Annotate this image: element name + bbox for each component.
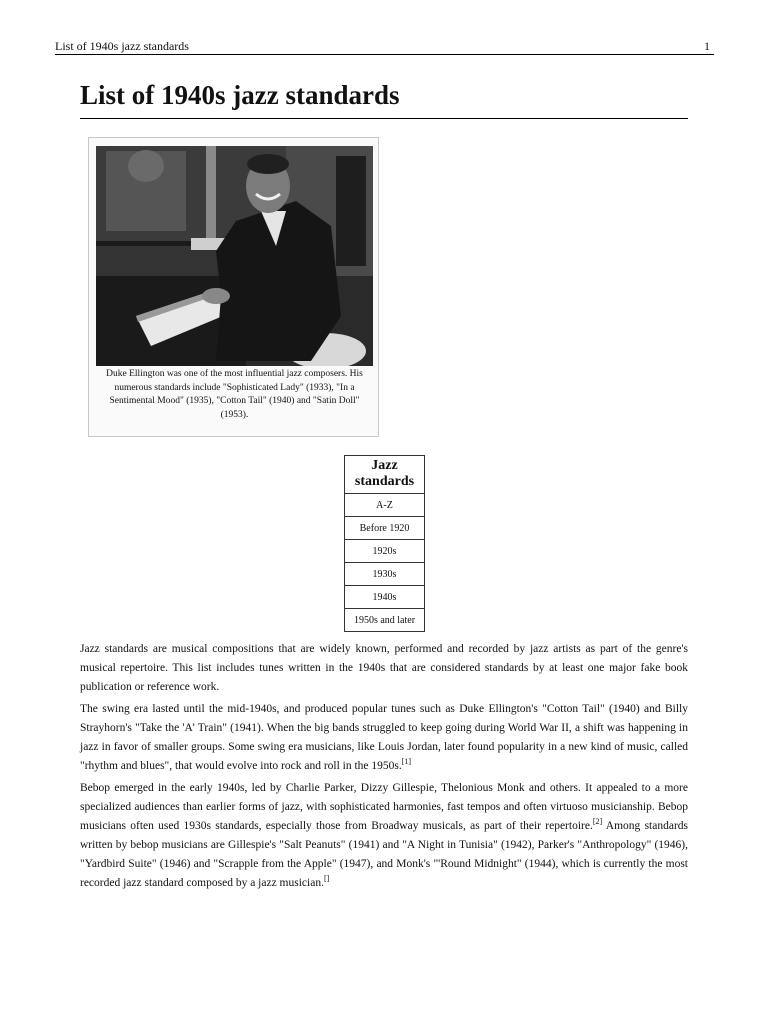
navbox-link-1920s[interactable]: 1920s	[345, 540, 425, 563]
citation-2[interactable]: [2]	[592, 817, 603, 827]
navbox-link-1930s[interactable]: 1930s	[345, 563, 425, 586]
page-number: 1	[704, 39, 710, 53]
duke-ellington-photo	[96, 146, 373, 366]
article-body	[80, 640, 688, 896]
figure-caption: Duke Ellington was one of the most influential jazz composers. His numerous standards include "Sophisticated Lady" (1933), "In a Sentimental Mood" (1935), "Cotton Tail" (1940) and "Satin Doll" (1953).	[106, 369, 363, 420]
citation-3[interactable]: []	[323, 874, 330, 884]
running-header	[55, 38, 714, 55]
navbox-link-before-1920[interactable]: Before 1920	[345, 517, 425, 540]
running-title: List of 1940s jazz standards	[55, 39, 189, 53]
page-title: List of 1940s jazz standards	[80, 78, 688, 119]
navbox-link-a-z[interactable]: A-Z	[345, 494, 425, 517]
navbox-link-1940s[interactable]: 1940s	[345, 586, 425, 609]
figure	[88, 137, 379, 437]
paragraph-swing-era: The swing era lasted until the mid-1940s, and produced popular tunes such as Duke Ellington's "Cotton Tail" (1940) and Billy Strayhorn's "Take the 'A' Train" (1941). When the big bands struggled to keep going during World War II, a shift was happening in jazz in favor of smaller groups. Some swing era musicians, like Louis Jordan, later found popularity in a new kind of music, called "rhythm and blues", that would evolve into rock and roll in the 1950s.[1]	[80, 703, 688, 772]
navbox-link-1950s-and-later[interactable]: 1950s and later	[345, 609, 425, 632]
paragraph-intro: Jazz standards are musical compositions that are widely known, performed and recorded by jazz artists as part of the genre's musical repertoire. This list includes tunes written in the 1940s that are considered standards by at least one major fake book publication or reference work.	[80, 643, 688, 693]
navbox-title: Jazz standards	[345, 456, 425, 494]
paragraph-bebop: Bebop emerged in the early 1940s, led by Charlie Parker, Dizzy Gillespie, Thelonious Monk and others. It appealed to a more specialized audiences than earlier forms of jazz, with sophisticated harmonies, fast tempos and often virtuoso musicianship. Bebop musicians often used 1930s standards, especially those from Broadway musicals, as part of their repertoire.[2] Among standards written by bebop musicians are Gillespie's "Salt Peanuts" (1941) and "A Night in Tunisia" (1942), Parker's "Anthropology" (1946), "Yardbird Suite" (1946) and "Scrapple from the Apple" (1947), and Monk's "'Round Midnight" (1944), which is currently the most recorded jazz standard composed by a jazz musician.[]	[80, 782, 688, 889]
citation-1[interactable]: [1]	[401, 757, 412, 767]
jazz-standards-navbox	[344, 455, 425, 632]
